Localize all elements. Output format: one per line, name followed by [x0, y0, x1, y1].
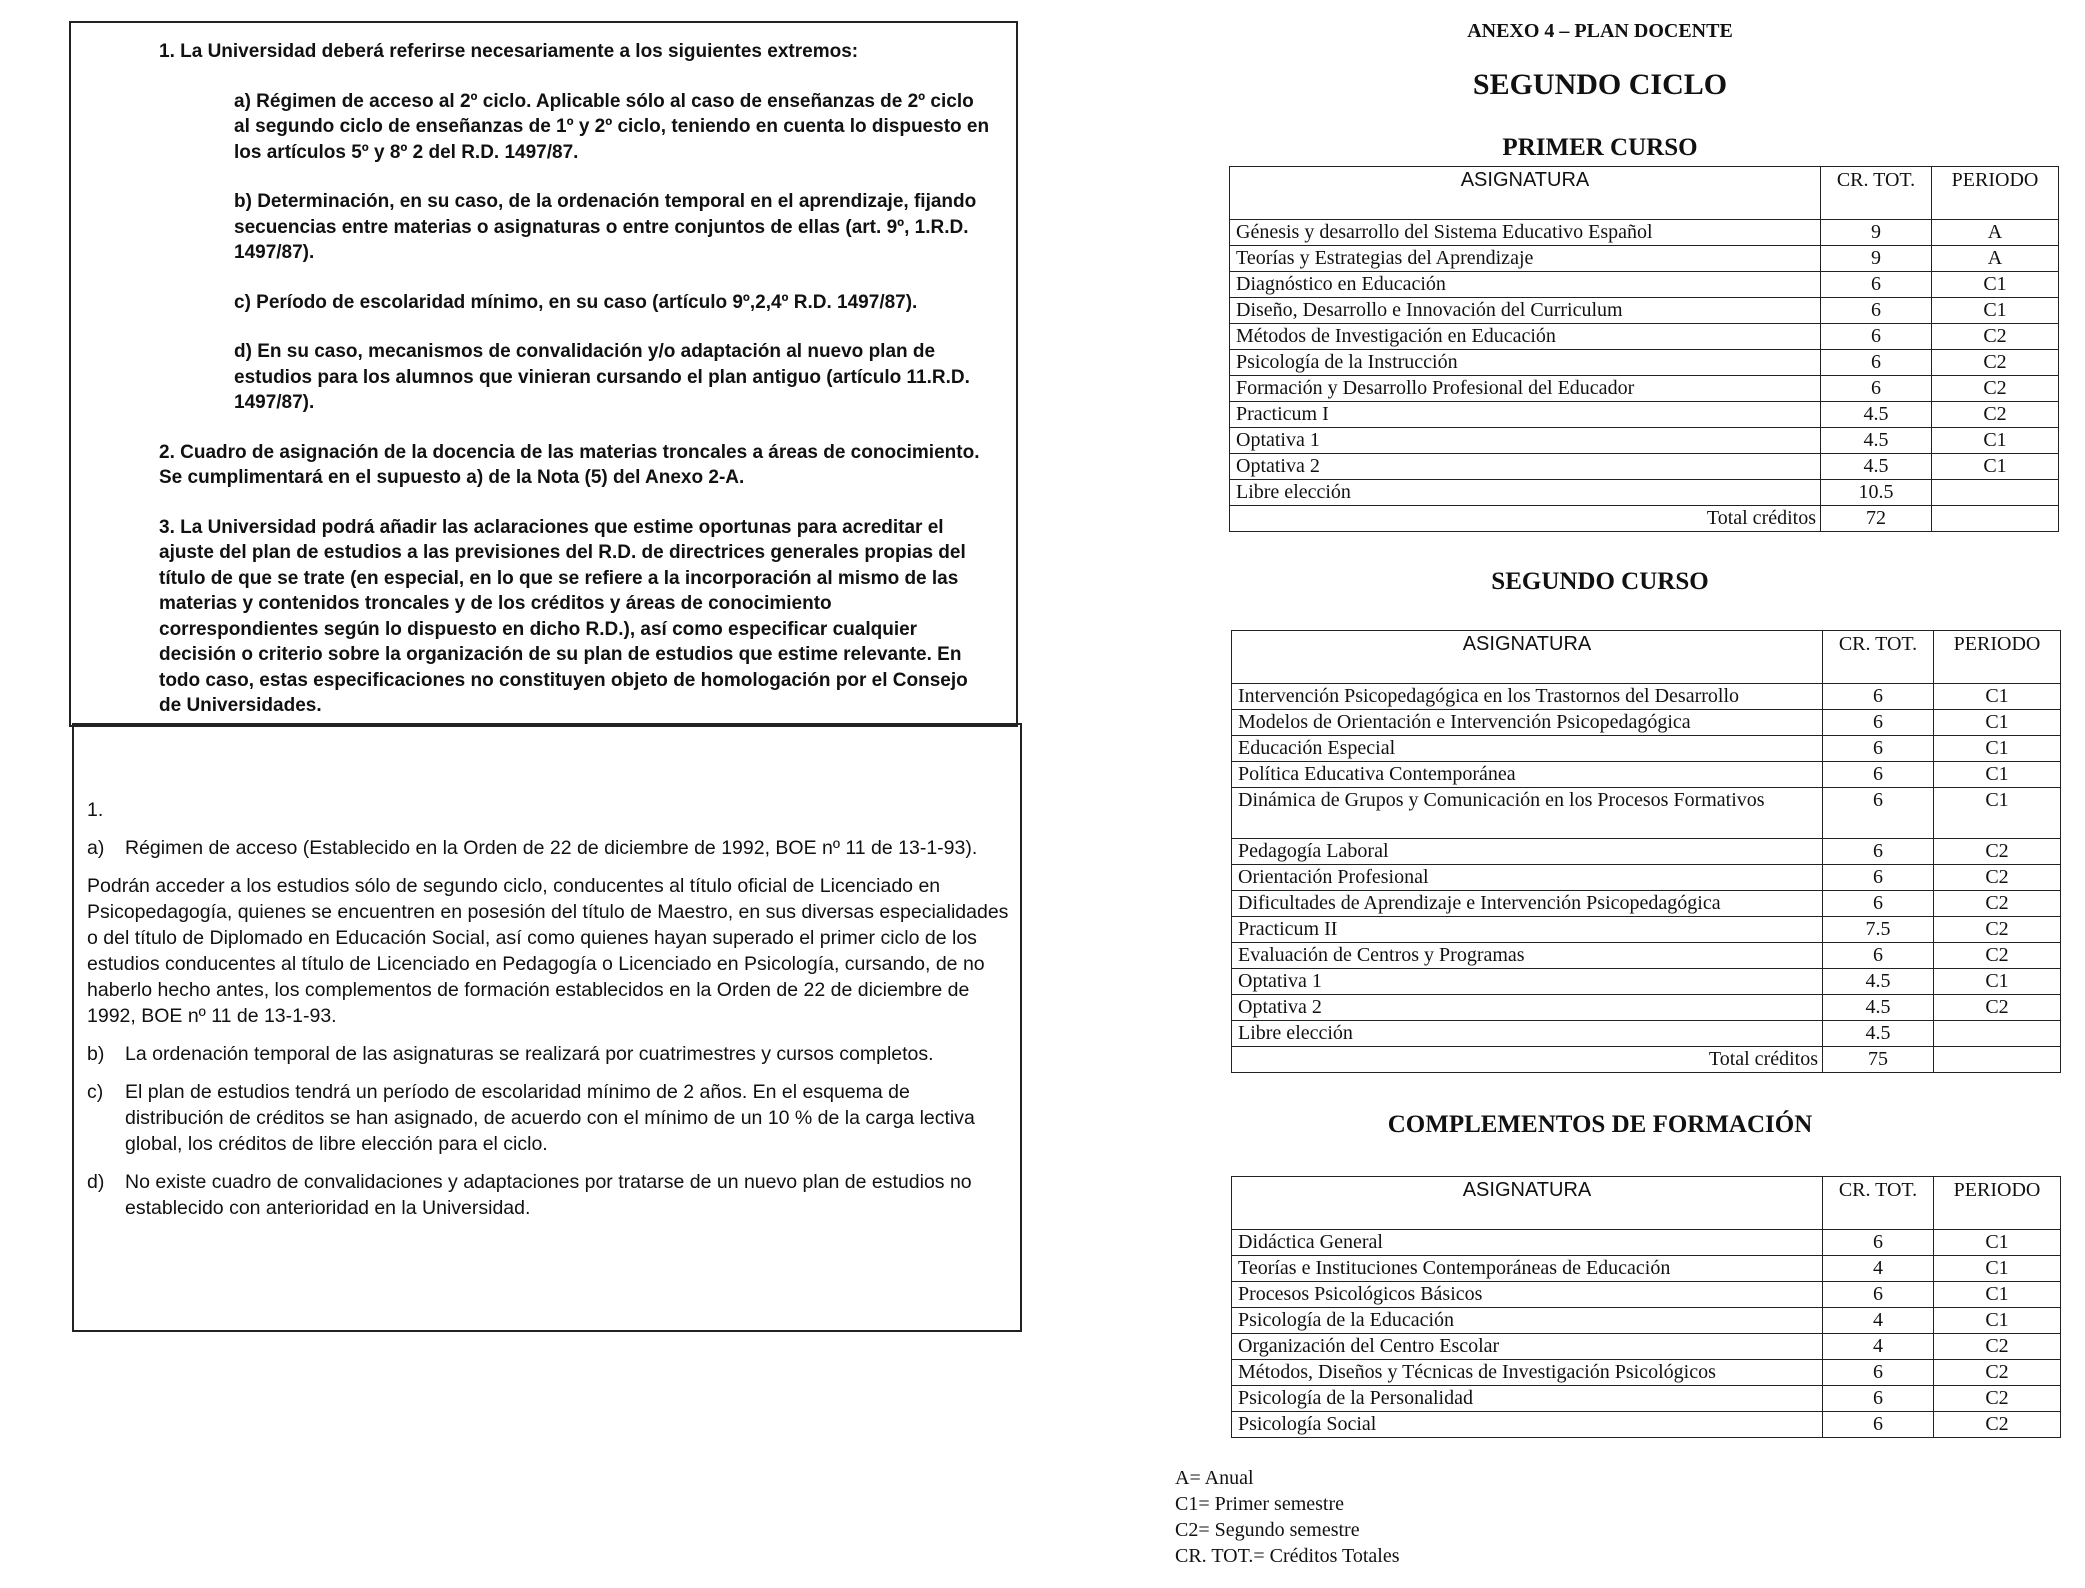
subject-cell: Evaluación de Centros y Programas — [1232, 943, 1823, 969]
credits-cell: 9 — [1821, 246, 1932, 272]
credits-cell: 6 — [1823, 762, 1934, 788]
period-cell: C1 — [1932, 298, 2059, 324]
answer-number: 1. — [87, 799, 104, 821]
cycle-title: SEGUNDO CICLO — [1472, 68, 1728, 101]
period-cell: C2 — [1932, 402, 2059, 428]
subject-cell: Organización del Centro Escolar — [1232, 1334, 1823, 1360]
table-row — [1230, 376, 2059, 402]
table-row — [1232, 736, 2061, 762]
total-row — [1230, 506, 2059, 532]
table-row — [1232, 1308, 2061, 1334]
credits-cell: 6 — [1823, 710, 1934, 736]
instruction-1b: b) Determinación, en su caso, de la ordenación temporal en el aprendizaje, fijando secuencias entre materias o asignaturas o entre conjuntos de ellas (art. 9º, 1.R.D. 1497/87). — [234, 191, 977, 263]
period-cell: C2 — [1934, 865, 2061, 891]
table-header-row — [1232, 631, 2061, 684]
period-cell: C2 — [1934, 839, 2061, 865]
instruction-3: 3. La Universidad podrá añadir las aclaraciones que estime oportunas para acreditar el ajuste del plan de estudios a las previsiones del R.D. de directrices generales propias del título de que se trate (en especial, en lo que se refiere a la incorporación al mismo de las materias y contenidos troncales y de los créditos y áreas de conocimiento correspondientes según lo dispuesto en dicho R.D.), así como especificar cualquier decisión o criterio sobre la organización de su plan de estudios que estime relevante. En todo caso, estas especificaciones no constituyen objeto de homologación por el Consejo de Universidades. — [159, 516, 968, 716]
period-cell: C2 — [1934, 995, 2061, 1021]
period-cell: C2 — [1934, 891, 2061, 917]
subject-cell: Dificultades de Aprendizaje e Intervención Psicopedagógica — [1232, 891, 1823, 917]
answers-box — [72, 723, 1022, 1332]
total-row — [1232, 1047, 2061, 1073]
answer-d-label: d) — [87, 1171, 105, 1193]
answers-text — [87, 797, 1012, 1221]
table-row — [1232, 917, 2061, 943]
table-row — [1232, 865, 2061, 891]
table-row — [1230, 298, 2059, 324]
table-row — [1232, 1230, 2061, 1256]
credits-cell: 4.5 — [1823, 1021, 1934, 1047]
table-row — [1232, 839, 2061, 865]
period-cell: A — [1932, 246, 2059, 272]
table-row — [1230, 220, 2059, 246]
instruction-1c: c) Período de escolaridad mínimo, en su caso (artículo 9º,2,4º R.D. 1497/87). — [234, 291, 918, 313]
answer-a — [87, 835, 1012, 861]
subject-cell: Psicología Social — [1232, 1412, 1823, 1438]
answer-b-text: La ordenación temporal de las asignaturas se realizará por cuatrimestres y cursos completos. — [125, 1043, 934, 1065]
second-year-title: SEGUNDO CURSO — [1491, 568, 1709, 595]
answer-d-text: No existe cuadro de convalidaciones y adaptaciones por tratarse de un nuevo plan de estudios no establecido con anterioridad en la Universidad. — [125, 1171, 972, 1219]
header-credits: CR. TOT. — [1823, 631, 1934, 684]
header-period: PERIODO — [1932, 167, 2059, 220]
legend-item: C1= Primer semestre — [1175, 1493, 1345, 1515]
table-row — [1232, 1412, 2061, 1438]
answer-d — [87, 1169, 1012, 1221]
credits-cell: 4 — [1823, 1308, 1934, 1334]
instruction-1d: d) En su caso, mecanismos de convalidación y/o adaptación al nuevo plan de estudios para los alumnos que vinieran cursando el plan antiguo (artículo 11.R.D. 1497/87). — [234, 341, 970, 413]
table-row — [1232, 710, 2061, 736]
period-cell: C1 — [1934, 788, 2061, 839]
period-cell: C2 — [1934, 1386, 2061, 1412]
credits-cell: 6 — [1823, 736, 1934, 762]
table-row — [1232, 891, 2061, 917]
subject-cell: Psicología de la Instrucción — [1230, 350, 1821, 376]
period-cell: C1 — [1934, 969, 2061, 995]
table-header-row — [1230, 167, 2059, 220]
period-cell: C1 — [1934, 684, 2061, 710]
credits-cell: 6 — [1823, 1282, 1934, 1308]
period-cell: C2 — [1932, 350, 2059, 376]
answer-c — [87, 1079, 1012, 1157]
table-row — [1230, 272, 2059, 298]
subject-cell: Psicología de la Personalidad — [1232, 1386, 1823, 1412]
subject-cell: Pedagogía Laboral — [1232, 839, 1823, 865]
subject-cell: Practicum II — [1232, 917, 1823, 943]
period-cell: C1 — [1934, 1230, 2061, 1256]
period-cell: C1 — [1932, 454, 2059, 480]
complements-table — [1231, 1176, 2061, 1438]
credits-cell: 6 — [1823, 1412, 1934, 1438]
period-cell: C2 — [1934, 943, 2061, 969]
period-cell: C1 — [1932, 272, 2059, 298]
period-cell: C1 — [1934, 1308, 2061, 1334]
table-row — [1232, 969, 2061, 995]
subject-cell: Didáctica General — [1232, 1230, 1823, 1256]
credits-cell: 4.5 — [1821, 454, 1932, 480]
instructions-text — [159, 39, 994, 719]
credits-cell: 4.5 — [1823, 969, 1934, 995]
annex-title: ANEXO 4 – PLAN DOCENTE — [1467, 20, 1733, 42]
subject-cell: Génesis y desarrollo del Sistema Educativo Español — [1230, 220, 1821, 246]
complements-title: COMPLEMENTOS DE FORMACIÓN — [1387, 1111, 1813, 1138]
table-row — [1232, 1256, 2061, 1282]
table-header-row — [1232, 1177, 2061, 1230]
total-label: Total créditos — [1230, 506, 1821, 532]
table-row — [1232, 1334, 2061, 1360]
period-cell: C1 — [1934, 710, 2061, 736]
total-value: 72 — [1821, 506, 1932, 532]
credits-cell: 9 — [1821, 220, 1932, 246]
period-cell: C2 — [1932, 324, 2059, 350]
credits-cell: 6 — [1823, 891, 1934, 917]
period-cell: C1 — [1934, 1256, 2061, 1282]
subject-cell: Formación y Desarrollo Profesional del Educador — [1230, 376, 1821, 402]
table-row — [1230, 480, 2059, 506]
answer-b — [87, 1041, 1012, 1067]
subject-cell: Practicum I — [1230, 402, 1821, 428]
credits-cell: 6 — [1821, 324, 1932, 350]
table-row — [1232, 1386, 2061, 1412]
table-row — [1232, 1282, 2061, 1308]
instruction-2: 2. Cuadro de asignación de la docencia de las materias troncales a áreas de conocimiento. Se cumplimentará en el supuesto a) de la Nota (5) del Anexo 2-A. — [159, 441, 980, 488]
left-panel — [69, 21, 1020, 1334]
period-cell: C2 — [1932, 376, 2059, 402]
period-cell: C2 — [1934, 1412, 2061, 1438]
period-cell — [1934, 1021, 2061, 1047]
subject-cell: Métodos, Diseños y Técnicas de Investigación Psicológicos — [1232, 1360, 1823, 1386]
legend — [1175, 1465, 1400, 1569]
period-cell: C1 — [1934, 1282, 2061, 1308]
table-row — [1230, 402, 2059, 428]
total-value: 75 — [1823, 1047, 1934, 1073]
header-credits: CR. TOT. — [1823, 1177, 1934, 1230]
table-row — [1232, 788, 2061, 839]
table-row — [1232, 995, 2061, 1021]
instruction-1: 1. La Universidad deberá referirse necesariamente a los siguientes extremos: — [159, 41, 859, 62]
credits-cell: 6 — [1823, 1360, 1934, 1386]
period-cell: C2 — [1934, 1334, 2061, 1360]
header-asignatura: ASIGNATURA — [1232, 631, 1823, 684]
credits-cell: 4.5 — [1821, 402, 1932, 428]
answer-c-label: c) — [87, 1081, 104, 1103]
credits-cell: 6 — [1821, 298, 1932, 324]
subject-cell: Intervención Psicopedagógica en los Trastornos del Desarrollo — [1232, 684, 1823, 710]
header-asignatura: ASIGNATURA — [1230, 167, 1821, 220]
header-asignatura: ASIGNATURA — [1232, 1177, 1823, 1230]
answer-b-label: b) — [87, 1043, 105, 1065]
credits-cell: 6 — [1821, 272, 1932, 298]
credits-cell: 6 — [1823, 1230, 1934, 1256]
table-row — [1232, 1021, 2061, 1047]
table-row — [1230, 246, 2059, 272]
table-row — [1230, 428, 2059, 454]
table-row — [1230, 350, 2059, 376]
period-cell: C1 — [1934, 762, 2061, 788]
period-cell: A — [1932, 220, 2059, 246]
subject-cell: Dinámica de Grupos y Comunicación en los Procesos Formativos — [1232, 788, 1823, 839]
subject-cell: Diagnóstico en Educación — [1230, 272, 1821, 298]
subject-cell: Procesos Psicológicos Básicos — [1232, 1282, 1823, 1308]
credits-cell: 10.5 — [1821, 480, 1932, 506]
second-year-table — [1231, 630, 2061, 1073]
header-period: PERIODO — [1934, 631, 2061, 684]
total-label: Total créditos — [1232, 1047, 1823, 1073]
credits-cell: 6 — [1821, 376, 1932, 402]
subject-cell: Política Educativa Contemporánea — [1232, 762, 1823, 788]
subject-cell: Diseño, Desarrollo e Innovación del Curriculum — [1230, 298, 1821, 324]
answer-a-label: a) — [87, 837, 105, 859]
subject-cell: Teorías e Instituciones Contemporáneas de Educación — [1232, 1256, 1823, 1282]
credits-cell: 6 — [1823, 865, 1934, 891]
instructions-box — [69, 21, 1018, 727]
credits-cell: 6 — [1823, 1386, 1934, 1412]
table-row — [1232, 762, 2061, 788]
subject-cell: Libre elección — [1230, 480, 1821, 506]
credits-cell: 4.5 — [1823, 995, 1934, 1021]
answer-a-text: Régimen de acceso (Establecido en la Orden de 22 de diciembre de 1992, BOE nº 11 de 13-1-93). — [125, 837, 978, 859]
credits-cell: 4 — [1823, 1334, 1934, 1360]
total-empty — [1932, 506, 2059, 532]
subject-cell: Orientación Profesional — [1232, 865, 1823, 891]
period-cell: C2 — [1934, 917, 2061, 943]
period-cell — [1932, 480, 2059, 506]
legend-item: CR. TOT.= Créditos Totales — [1175, 1545, 1400, 1567]
subject-cell: Optativa 2 — [1232, 995, 1823, 1021]
subject-cell: Modelos de Orientación e Intervención Psicopedagógica — [1232, 710, 1823, 736]
subject-cell: Optativa 1 — [1230, 428, 1821, 454]
total-empty — [1934, 1047, 2061, 1073]
table-row — [1230, 324, 2059, 350]
credits-cell: 6 — [1823, 788, 1934, 839]
header-credits: CR. TOT. — [1821, 167, 1932, 220]
period-cell: C1 — [1932, 428, 2059, 454]
subject-cell: Educación Especial — [1232, 736, 1823, 762]
credits-cell: 6 — [1823, 684, 1934, 710]
subject-cell: Teorías y Estrategias del Aprendizaje — [1230, 246, 1821, 272]
table-row — [1232, 684, 2061, 710]
period-cell: C2 — [1934, 1360, 2061, 1386]
credits-cell: 4 — [1823, 1256, 1934, 1282]
table-row — [1232, 943, 2061, 969]
answer-a-paragraph: Podrán acceder a los estudios sólo de segundo ciclo, conducentes al título oficial de Licenciado en Psicopedagogía, quienes se encuentren en posesión del título de Maestro, en sus diversas especialidades o del título de Diplomado en Educación Social, así como quienes hayan superado el primer ciclo de los estudios conducentes al título de Licenciado en Pedagogía o Licenciado en Psicología, cursando, de no haberlo hecho antes, los complementos de formación establecidos en la Orden de 22 de diciembre de 1992, BOE nº 11 de 13-1-93. — [87, 875, 1009, 1027]
subject-cell: Libre elección — [1232, 1021, 1823, 1047]
period-cell: C1 — [1934, 736, 2061, 762]
credits-cell: 7.5 — [1823, 917, 1934, 943]
subject-cell: Optativa 1 — [1232, 969, 1823, 995]
subject-cell: Métodos de Investigación en Educación — [1230, 324, 1821, 350]
legend-item: C2= Segundo semestre — [1175, 1519, 1360, 1541]
first-year-title: PRIMER CURSO — [1502, 134, 1698, 161]
subject-cell: Psicología de la Educación — [1232, 1308, 1823, 1334]
first-year-table — [1229, 166, 2059, 532]
header-period: PERIODO — [1934, 1177, 2061, 1230]
answer-c-text: El plan de estudios tendrá un período de escolaridad mínimo de 2 años. En el esquema de distribución de créditos se han asignado, de acuerdo con el mínimo de un 10 % de la carga lectiva global, los créditos de libre elección para el ciclo. — [125, 1081, 975, 1155]
right-panel — [1170, 0, 2085, 1588]
legend-item: A= Anual — [1175, 1467, 1254, 1489]
instruction-1a: a) Régimen de acceso al 2º ciclo. Aplicable sólo al caso de enseñanzas de 2º ciclo al segundo ciclo de enseñanzas de 1º y 2º ciclo, teniendo en cuenta lo dispuesto en los artículos 5º y 8º 2 del R.D. 1497/87. — [234, 90, 990, 163]
table-row — [1230, 454, 2059, 480]
credits-cell: 6 — [1823, 943, 1934, 969]
credits-cell: 6 — [1823, 839, 1934, 865]
table-row — [1232, 1360, 2061, 1386]
subject-cell: Optativa 2 — [1230, 454, 1821, 480]
credits-cell: 6 — [1821, 350, 1932, 376]
credits-cell: 4.5 — [1821, 428, 1932, 454]
